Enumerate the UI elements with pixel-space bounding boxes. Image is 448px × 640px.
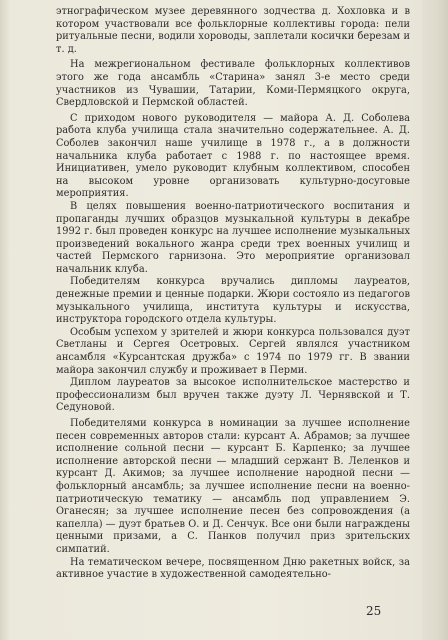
- paragraph: С приходом нового руководителя — майора А. Д. Соболева работа клуба училища стала значительно содержательнее. А. Д. Соболев закончил наше училище в 1978 г., а в должности начальника клуба работает с 1988 г. по настоящее время. Инициативен, умело руководит клубным коллективом, способен на высоком уровне организовать культурно-досуговые мероприятия.: [56, 112, 410, 200]
- page-edge: [422, 0, 448, 640]
- paragraph: этнографическом музее деревянного зодчества д. Хохловка и в котором участвовали все фольклорные коллективы города: пели ритуальные песни, водили хороводы, заплетали косички березам и т. д.: [56, 6, 410, 55]
- paragraph: В целях повышения военно-патриотического воспитания и пропаганды лучших образцов музыкальной культуры в декабре 1992 г. был проведен конкурс на лучшее исполнение музыкальных произведений вокального жанра среди трех военных училищ и частей Пермского гарнизона. Это мероприятие организовал начальник клуба.: [56, 200, 410, 275]
- paragraph: Особым успехом у зрителей и жюри конкурса пользовался дуэт Светланы и Сергея Осетровых. Сергей являлся участником ансамбля «Курсантская дружба» с 1974 по 1979 гг. В звании майора закончил службу и проживает в Перми.: [56, 326, 410, 376]
- body-text: [56, 6, 410, 582]
- paragraph: На тематическом вечере, посвященном Дню ракетных войск, за активное участие в художественной самодеятельно-: [56, 556, 410, 581]
- page-number: 25: [366, 604, 382, 618]
- paragraph: Диплом лауреатов за высокое исполнительское мастерство и профессионализм был вручен также дуэту Л. Чернявской и Т. Седуновой.: [56, 377, 410, 414]
- paragraph: На межрегиональном фестивале фольклорных коллективов этого же года ансамбль «Старина» занял 3-е место среди участников из Чувашии, Татарии, Коми-Пермяцкого округа, Свердловской и Пермской областей.: [56, 59, 410, 109]
- paragraph: Победителям конкурса вручались дипломы лауреатов, денежные премии и ценные подарки. Жюри состояло из педагогов музыкального училища, института культуры и искусства, инструктора городского отдела культуры.: [56, 276, 410, 326]
- paragraph: Победителями конкурса в номинации за лучшее исполнение песен современных авторов стали: курсант А. Абрамов; за лучшее исполнение сольной песни — курсант Б. Карпенко; за лучшее исполнение авторской песни — младший сержант В. Леленков и курсант Д. Акимов; за лучшее исполнение народной песни — фольклорный ансамбль; за лучшее исполнение песни на военно-патриотическую тематику — ансамбль под управлением Э. Оганесян; за лучшее исполнение песен без сопровождения (а капелла) — дуэт братьев О. и Д. Сенчук. Все они были награждены ценными призами, а С. Панков получил приз зрительских симпатий.: [56, 418, 410, 555]
